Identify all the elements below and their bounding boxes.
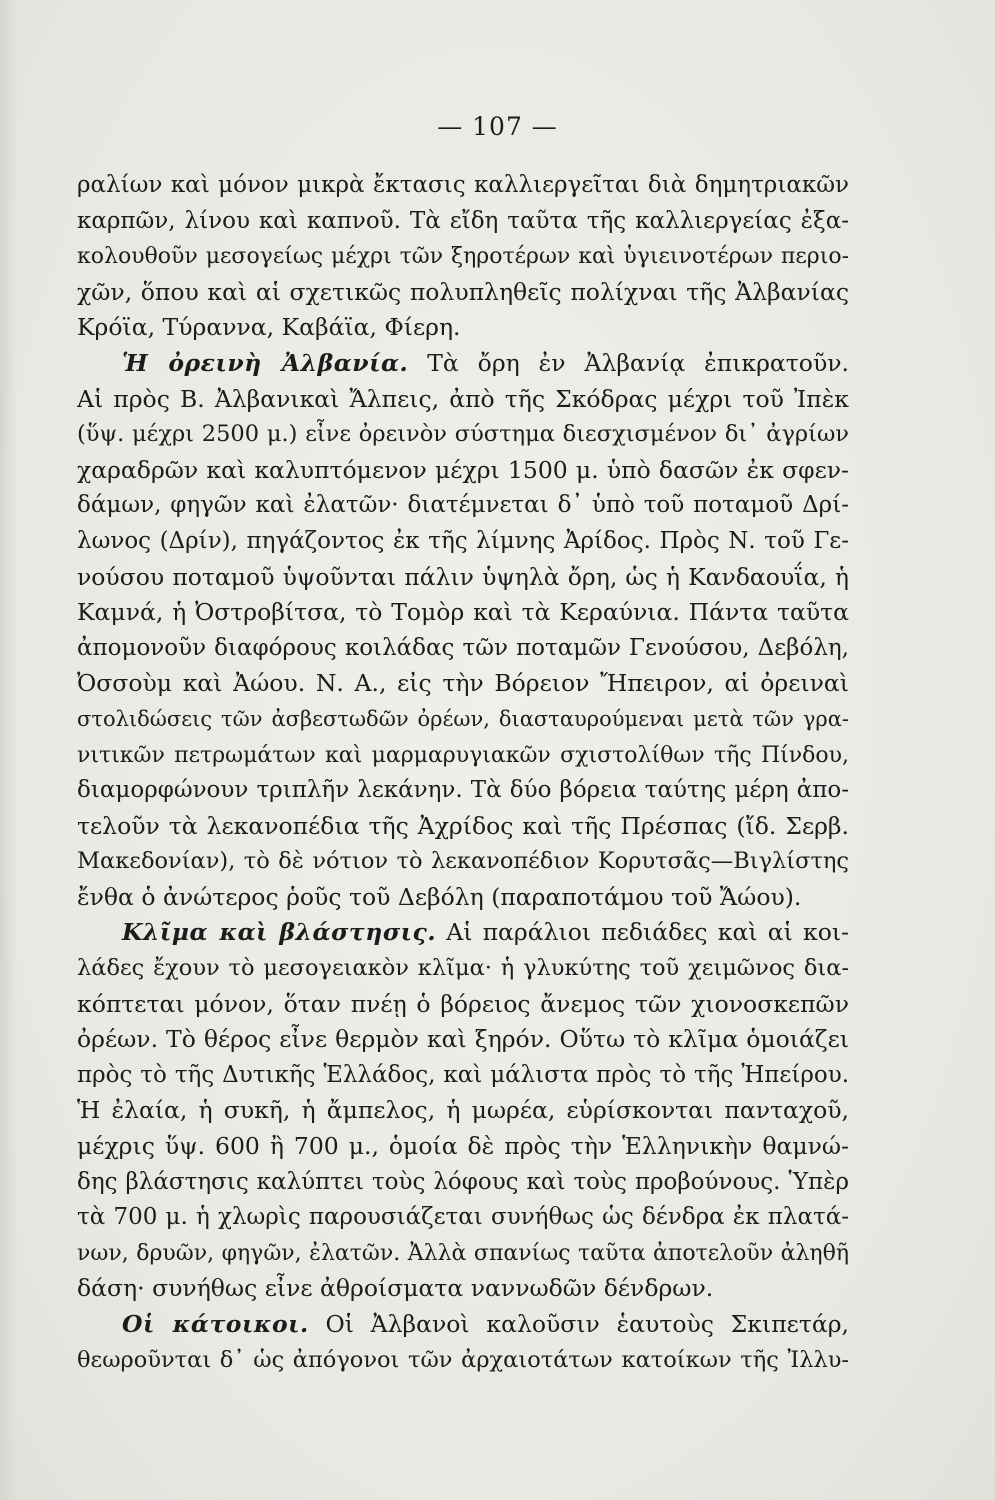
line-text: Ἡ ἐλαία, ἡ συκῆ, ἡ ἄμπελος, ἡ μωρέα, εὑρίσκονται πανταχοῦ, xyxy=(77,1096,849,1125)
line-text: τελοῦν τὰ λεκανοπέδια τῆς Ἀχρίδος καὶ τῆς Πρέσπας (ἴδ. Σερβ. xyxy=(77,811,849,840)
line-text: κολουθοῦν μεσογείως μέχρι τῶν ξηροτέρων καὶ ὑγιεινοτέρων περιο- xyxy=(77,244,849,270)
text-line xyxy=(77,1022,849,1058)
line-text: Τὰ ὄρη ἐν Ἀλβανίᾳ ἐπικρατοῦν. xyxy=(427,348,849,377)
line-text: Ὀσσοὺμ καὶ Ἀώου. Ν. Α., εἰς τὴν Βόρειον Ἤπειρον, αἱ ὀρειναὶ xyxy=(77,669,849,698)
section-heading: Κλῖμα καὶ βλάστησις. xyxy=(122,918,437,947)
line-text: δης βλάστησις καλύπτει τοὺς λόφους καὶ τοὺς προβούνους. Ὑπὲρ xyxy=(77,1168,849,1195)
page-spine-shadow xyxy=(0,0,18,1500)
paragraph-start-line xyxy=(77,915,849,951)
text-line xyxy=(77,560,849,596)
text-line xyxy=(77,1236,849,1272)
line-text: χῶν, ὅπου καὶ αἱ σχετικῶς πολυπληθεῖς πολίχναι τῆς Ἀλβανίας xyxy=(77,277,849,306)
text-line xyxy=(77,951,849,987)
text-line xyxy=(77,773,849,809)
text-line xyxy=(77,844,849,880)
text-line xyxy=(77,488,849,524)
line-text: δάση· συνήθως εἶνε ἀθροίσματα ναννωδῶν δένδρων. xyxy=(77,1274,714,1303)
text-line xyxy=(77,1271,849,1307)
line-text: καρπῶν, λίνου καὶ καπνοῦ. Τὰ εἴδη ταῦτα τῆς καλλιεργείας ἐξα- xyxy=(77,207,849,234)
line-text: Κρόϊα, Τύραννα, Καβάϊα, Φίερη. xyxy=(77,313,461,342)
text-line xyxy=(77,1093,849,1129)
line-text: Καμνά, ἡ Ὀστροβίτσα, τὸ Τομὸρ καὶ τὰ Κεραύνια. Πάντα ταῦτα xyxy=(77,598,849,627)
line-text: νων, δρυῶν, φηγῶν, ἐλατῶν. Ἀλλὰ σπανίως ταῦτα ἀποτελοῦν ἀληθῆ xyxy=(77,1240,849,1266)
line-text: Οἱ Ἀλβανοὶ καλοῦσιν ἑαυτοὺς Σκιπετάρ, xyxy=(325,1310,849,1338)
text-line xyxy=(77,453,849,489)
line-text: ἔνθα ὁ ἀνώτερος ῥοῦς τοῦ Δεβόλη (παραποτάμου τοῦ Ἄώου). xyxy=(77,882,802,911)
paragraph-start-line xyxy=(77,346,849,382)
paragraph-start-line xyxy=(77,1307,849,1343)
line-text: Αἱ παράλιοι πεδιάδες καὶ αἱ κοι- xyxy=(446,918,849,947)
text-line xyxy=(77,417,849,453)
section-heading: Ἡ ὀρεινὴ Ἀλβανία. xyxy=(122,348,409,377)
line-text: τὰ 700 μ. ἡ χλωρὶς παρουσιάζεται συνήθως ὡς δένδρα ἐκ πλατά- xyxy=(77,1204,849,1231)
text-line xyxy=(77,275,849,311)
line-text: χαραδρῶν καὶ καλυπτόμενον μέχρι 1500 μ. ὑπὸ δασῶν ἐκ σφεν- xyxy=(77,455,849,484)
text-line xyxy=(77,631,849,667)
text-line xyxy=(77,168,849,204)
text-line xyxy=(77,1200,849,1236)
line-text: μέχρις ὕψ. 600 ἢ 700 μ., ὁμοία δὲ πρὸς τὴν Ἑλληνικὴν θαμνώ- xyxy=(77,1132,849,1161)
line-text: Μακεδονίαν), τὸ δὲ νότιον τὸ λεκανοπέδιον Κορυτσᾶς—Βιγλίστης xyxy=(77,848,849,875)
line-text: νιτικῶν πετρωμάτων καὶ μαρμαρυγιακῶν σχιστολίθων τῆς Πίνδου, xyxy=(77,742,849,768)
line-text: στολιδώσεις τῶν ἀσβεστωδῶν ὀρέων, διασταυρούμεναι μετὰ τῶν γρα- xyxy=(77,706,849,731)
line-text: λωνος (Δρίν), πηγάζοντος ἐκ τῆς λίμνης Ἀρίδος. Πρὸς Ν. τοῦ Γε- xyxy=(77,527,849,554)
line-text: θεωροῦνται δ᾽ ὡς ἀπόγονοι τῶν ἀρχαιοτάτων κατοίκων τῆς Ἰλλυ- xyxy=(77,1346,849,1373)
text-line xyxy=(77,1058,849,1094)
line-text: λάδες ἔχουν τὸ μεσογειακὸν κλῖμα· ἡ γλυκύτης τοῦ χειμῶνος δια- xyxy=(77,955,849,982)
page-number: — 107 — xyxy=(437,112,558,141)
line-text: νούσου ποταμοῦ ὑψοῦνται πάλιν ὑψηλὰ ὄρη, ὡς ἡ Κανδαουΐα, ἡ xyxy=(77,562,849,591)
section-heading: Οἱ κάτοικοι. xyxy=(122,1310,309,1338)
text-line xyxy=(77,1165,849,1201)
line-text: πρὸς τὸ τῆς Δυτικῆς Ἑλλάδος, καὶ μάλιστα πρὸς τὸ τῆς Ἠπείρου. xyxy=(77,1061,849,1088)
body-text xyxy=(77,168,849,1378)
line-text: κόπτεται μόνον, ὅταν πνέῃ ὁ βόρειος ἄνεμος τῶν χιονοσκεπῶν xyxy=(77,989,849,1018)
text-line xyxy=(77,239,849,275)
text-line xyxy=(77,809,849,845)
text-line xyxy=(77,310,849,346)
text-line xyxy=(77,880,849,916)
text-line xyxy=(77,666,849,702)
text-line xyxy=(77,987,849,1023)
line-text: ραλίων καὶ μόνον μικρὰ ἔκτασις καλλιεργεῖται διὰ δημητριακῶν xyxy=(77,172,849,198)
text-line xyxy=(77,382,849,418)
text-line xyxy=(77,1129,849,1165)
line-text: δάμων, φηγῶν καὶ ἐλατῶν· διατέμνεται δ᾽ ὑπὸ τοῦ ποταμοῦ Δρί- xyxy=(77,492,849,519)
text-line xyxy=(77,738,849,774)
text-line xyxy=(77,204,849,240)
text-line xyxy=(77,702,849,738)
line-text: (ὕψ. μέχρι 2500 μ.) εἶνε ὀρεινὸν σύστημα διεσχισμένον δι᾽ ἀγρίων xyxy=(77,421,849,448)
text-line xyxy=(77,1343,849,1379)
line-text: Αἱ πρὸς Β. Ἀλβανικαὶ Ἄλπεις, ἀπὸ τῆς Σκόδρας μέχρι τοῦ Ἰπὲκ xyxy=(77,384,849,413)
line-text: ἀπομονοῦν διαφόρους κοιλάδας τῶν ποταμῶν Γενούσου, Δεβόλη, xyxy=(77,634,849,661)
text-line xyxy=(77,524,849,560)
line-text: ὀρέων. Τὸ θέρος εἶνε θερμὸν καὶ ξηρόν. Οὕτω τὸ κλῖμα ὁμοιάζει xyxy=(77,1025,849,1054)
line-text: διαμορφώνουν τριπλῆν λεκάνην. Τὰ δύο βόρεια ταύτης μέρη ἀπο- xyxy=(77,777,849,804)
text-line xyxy=(77,595,849,631)
